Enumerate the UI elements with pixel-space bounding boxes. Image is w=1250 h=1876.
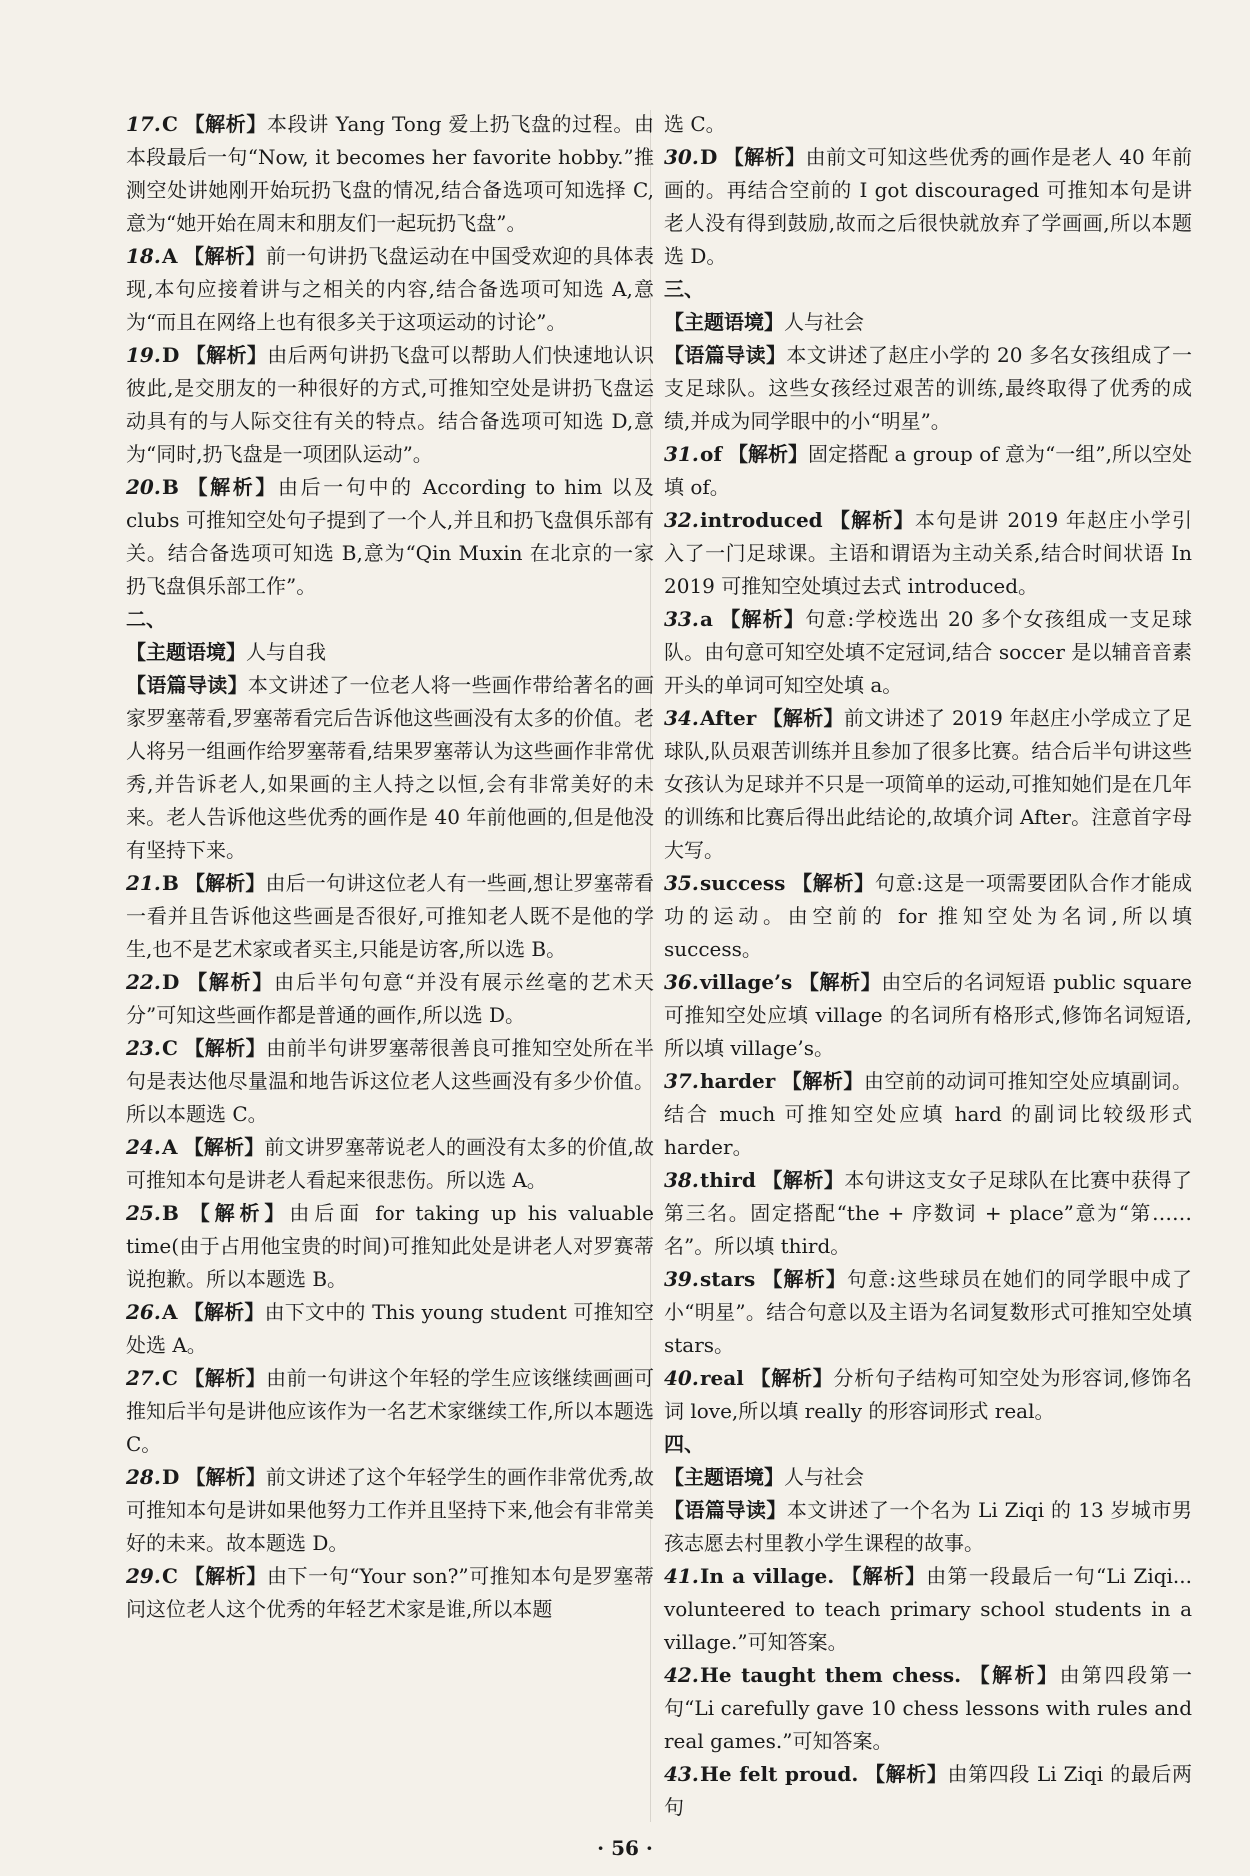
analysis-tag: 【解析】 [781,1069,864,1093]
answer: A [162,244,178,268]
answer-item [664,603,1192,702]
answer: He felt proud. [700,1762,859,1786]
answer: success [700,871,786,895]
answer: introduced [700,508,823,532]
question-number: 17. [126,112,161,136]
answer-item [126,1032,654,1131]
answer: After [700,706,757,730]
question-number: 32. [664,508,699,532]
question-number: 37. [664,1069,699,1093]
answer-item [126,1362,654,1461]
answer: D [700,145,718,169]
analysis-tag: 【解析】 [727,442,809,466]
answer-item [126,1197,654,1296]
analysis-text: 由前文可知这些优秀的画作是老人 40 年前画的。再结合空前的 I got discouraged 可推知本句是讲老人没有得到鼓励,故而之后很快就放弃了学画画,所以本题选 D。 [664,145,1192,268]
question-number: 39. [664,1267,699,1291]
answer: C [162,112,178,136]
question-number: 40. [664,1366,699,1390]
analysis-tag: 【解析】 [184,871,266,895]
analysis-text: 由第四段第一句“Li carefully gave 10 chess lessons with rules and real games.”可知答案。 [664,1663,1193,1753]
analysis-tag: 【解析】 [864,1762,948,1786]
answer: D [162,1465,180,1489]
analysis-tag: 【解析】 [828,508,915,532]
answer: B [162,1201,179,1225]
answer: of [700,442,722,466]
analysis-text: 由前半句讲罗塞蒂很善良可推知空处所在半句是表达他尽量温和地告诉这位老人这些画没有多少价值。所以本题选 C。 [126,1036,655,1126]
answer: D [162,343,180,367]
answer-item [664,1065,1192,1164]
analysis-tag: 【解析】 [798,970,882,994]
intro-tag: 【语篇导读】 [664,343,787,367]
analysis-tag: 【解析】 [749,1366,834,1390]
question-number: 20. [126,475,161,499]
analysis-tag: 【解析】 [762,706,844,730]
intro-text: 人与社会 [784,1465,864,1489]
question-number: 27. [126,1366,161,1390]
question-number: 33. [664,607,699,631]
analysis-tag: 【解析】 [183,112,267,136]
analysis-text: 句意:这是一项需要团队合作才能成功的运动。由空前的 for 推知空处为名词,所以填 success。 [664,871,1192,961]
analysis-text: 由下文中的 This young student 可推知空处选 A。 [126,1300,655,1357]
analysis-tag: 【解析】 [183,1564,267,1588]
question-number: 28. [126,1465,161,1489]
answer-item [664,1362,1192,1428]
answer: B [162,475,179,499]
intro-tag: 【主题语境】 [664,310,784,334]
section-heading: 三、 [664,277,704,301]
analysis-text: 由第一段最后一句“Li Ziqi... volunteered to teach primary school students in a village.”可知答案。 [664,1564,1193,1654]
analysis-tag: 【解析】 [183,1036,267,1060]
answer: C [162,1366,178,1390]
section-intro [664,306,1192,339]
continued-text: 选 C。 [664,112,726,136]
section-intro [664,339,1192,438]
section-intro [126,669,654,867]
answer-item [664,141,1192,273]
intro-tag: 【主题语境】 [664,1465,784,1489]
question-number: 42. [664,1663,699,1687]
question-number: 41. [664,1564,699,1588]
answer-item [664,438,1192,504]
question-number: 30. [664,145,699,169]
answer-item [664,504,1192,603]
analysis-text: 前文讲罗塞蒂说老人的画没有太多的价值,故可推知本句是讲老人看起来很悲伤。所以选 A。 [126,1135,655,1192]
answer: harder [700,1069,776,1093]
answer-item [664,1758,1192,1824]
analysis-text: 由空后的名词短语 public square 可推知空处应填 village 的名词所有格形式,修饰名词短语,所以填 village’s。 [664,970,1192,1060]
analysis-text: 前文讲述了这个年轻学生的画作非常优秀,故可推知本句是讲如果他努力工作并且坚持下来,他会有非常美好的未来。故本题选 D。 [126,1465,655,1555]
answer: third [700,1168,756,1192]
answer-item [664,1659,1192,1758]
question-number: 24. [126,1135,161,1159]
answer: A [162,1135,178,1159]
analysis-text: 由前一句讲这个年轻的学生应该继续画画可推知后半句是讲他应该作为一名艺术家继续工作,所以本题选 C。 [126,1366,655,1456]
question-number: 21. [126,871,161,895]
question-number: 25. [126,1201,161,1225]
answer: In a village. [700,1564,835,1588]
answer: real [700,1366,744,1390]
analysis-tag: 【解析】 [183,1366,267,1390]
question-number: 19. [126,343,161,367]
analysis-tag: 【解析】 [185,1465,266,1489]
answer-item [126,1296,654,1362]
analysis-text: 句意:这些球员在她们的同学眼中成了小“明星”。结合句意以及主语为名词复数形式可推知空处填 stars。 [664,1267,1192,1357]
analysis-tag: 【解析】 [840,1564,927,1588]
answer-item [126,240,654,339]
intro-text: 本文讲述了赵庄小学的 20 多名女孩组成了一支足球队。这些女孩经过艰苦的训练,最终取得了优秀的成绩,并成为同学眼中的小“明星”。 [664,343,1192,433]
answer-item [126,867,654,966]
intro-tag: 【主题语境】 [126,640,246,664]
right-column [664,108,1192,1824]
answer: A [162,1300,178,1324]
analysis-tag: 【解析】 [723,145,806,169]
question-number: 35. [664,871,699,895]
answer-item [126,1131,654,1197]
analysis-tag: 【解析】 [185,970,275,994]
answer: a [700,607,713,631]
section-intro [126,636,654,669]
analysis-tag: 【解析】 [183,1300,265,1324]
analysis-text: 本段讲 Yang Tong 爱上扔飞盘的过程。由本段最后一句“Now, it becomes her favorite hobby.”推测空处讲她刚开始玩扔飞盘的情况,结合备选项可知选择 C,意为“她开始在周末和朋友们一起玩扔飞盘”。 [126,112,655,235]
analysis-tag: 【解析】 [761,1168,845,1192]
answer-item [126,108,654,240]
analysis-text: 由第四段 Li Ziqi 的最后两句 [664,1762,1193,1819]
answer-item [126,1560,654,1626]
analysis-text: 句意:学校选出 20 多个女孩组成一支足球队。由句意可知空处填不定冠词,结合 soccer 是以辅音音素开头的单词可知空处填 a。 [664,607,1193,697]
answer-item [126,471,654,603]
answer-item [126,966,654,1032]
analysis-text: 由下一句“Your son?”可推知本句是罗塞蒂问这位老人这个优秀的年轻艺术家是谁,所以本题 [126,1564,655,1621]
answer-item [664,1263,1192,1362]
section-intro [664,1461,1192,1494]
analysis-tag: 【解析】 [183,1135,265,1159]
answer: C [162,1564,178,1588]
question-number: 38. [664,1168,699,1192]
analysis-tag: 【解析】 [761,1267,847,1291]
analysis-text: 由后一句中的 According to him 以及 clubs 可推知空处句子提到了一个人,并且和扔飞盘俱乐部有关。结合备选项可知选 B,意为“Qin Muxin 在北京的一家扔飞盘俱乐部工作”。 [126,475,654,598]
left-column [126,108,654,1626]
analysis-text: 前文讲述了 2019 年赵庄小学成立了足球队,队员艰苦训练并且参加了很多比赛。结合后半句讲这些女孩认为足球并不只是一项简单的运动,可推知她们是在几年的训练和比赛后得出此结论的,故填介词 After。注意首字母大写。 [664,706,1192,862]
intro-text: 本文讲述了一个名为 Li Ziqi 的 13 岁城市男孩志愿去村里教小学生课程的故事。 [664,1498,1193,1555]
analysis-tag: 【解析】 [791,871,875,895]
section-intro [664,1494,1192,1560]
analysis-tag: 【解析】 [184,1201,290,1225]
intro-text: 人与自我 [246,640,326,664]
analysis-tag: 【解析】 [183,244,266,268]
question-number: 23. [126,1036,161,1060]
answer-item [126,1461,654,1560]
answer: C [162,1036,178,1060]
analysis-text: 由空前的动词可推知空处应填副词。结合 much 可推知空处应填 hard 的副词比较级形式 harder。 [664,1069,1193,1159]
question-number: 26. [126,1300,161,1324]
analysis-tag: 【解析】 [184,475,279,499]
analysis-tag: 【解析】 [185,343,268,367]
analysis-text: 本句是讲 2019 年赵庄小学引入了一门足球课。主语和谓语为主动关系,结合时间状语 In 2019 可推知空处填过去式 introduced。 [664,508,1193,598]
answer-item [664,702,1192,867]
analysis-text: 本句讲这支女子足球队在比赛中获得了第三名。固定搭配“the + 序数词 + place”意为“第……名”。所以填 third。 [664,1168,1193,1258]
analysis-text: 分析句子结构可知空处为形容词,修饰名词 love,所以填 really 的形容词形式 real。 [664,1366,1192,1423]
answer: He taught them chess. [700,1663,962,1687]
answer-item [664,867,1192,966]
analysis-text: 由后面 for taking up his valuable time(由于占用他宝贵的时间)可推知此处是讲老人对罗赛蒂说抱歉。所以本题选 B。 [126,1201,654,1291]
analysis-text: 固定搭配 a group of 意为“一组”,所以空处填 of。 [664,442,1192,499]
answer-item [664,1560,1192,1659]
answer-item [126,339,654,471]
analysis-text: 由后半句句意“并没有展示丝毫的艺术天分”可知这些画作都是普通的画作,所以选 D。 [126,970,654,1027]
answer: B [162,871,179,895]
analysis-text: 由后两句讲扔飞盘可以帮助人们快速地认识彼此,是交朋友的一种很好的方式,可推知空处是讲扔飞盘运动具有的与人际交往有关的特点。结合备选项可知选 D,意为“同时,扔飞盘是一项团队运动”。 [126,343,655,466]
analysis-tag: 【解析】 [967,1663,1060,1687]
intro-text: 本文讲述了一位老人将一些画作带给著名的画家罗塞蒂看,罗塞蒂看完后告诉他这些画没有太多的价值。老人将另一组画作给罗塞蒂看,结果罗塞蒂认为这些画作非常优秀,并告诉老人,如果画的主人持之以恒,会有非常美好的未来。老人告诉他这些优秀的画作是 40 年前他画的,但是他没有坚持下来。 [126,673,655,862]
answer-item [664,1164,1192,1263]
question-number: 18. [126,244,161,268]
intro-tag: 【语篇导读】 [664,1498,787,1522]
answer: village’s [700,970,793,994]
section-heading: 二、 [126,607,166,631]
question-number: 34. [664,706,699,730]
analysis-tag: 【解析】 [718,607,806,631]
question-number: 22. [126,970,161,994]
question-number: 31. [664,442,699,466]
answer: stars [700,1267,756,1291]
page-number: · 56 · [597,1836,653,1860]
answer: D [162,970,180,994]
intro-text: 人与社会 [784,310,864,334]
question-number: 43. [664,1762,699,1786]
answer-item [664,966,1192,1065]
question-number: 29. [126,1564,161,1588]
section-heading: 四、 [664,1432,704,1456]
analysis-text: 由后一句讲这位老人有一些画,想让罗塞蒂看一看并且告诉他这些画是否很好,可推知老人既不是他的学生,也不是艺术家或者买主,只能是访客,所以选 B。 [126,871,655,961]
intro-tag: 【语篇导读】 [126,673,248,697]
question-number: 36. [664,970,699,994]
analysis-text: 前一句讲扔飞盘运动在中国受欢迎的具体表现,本句应接着讲与之相关的内容,结合备选项可知选 A,意为“而且在网络上也有很多关于这项运动的讨论”。 [126,244,655,334]
